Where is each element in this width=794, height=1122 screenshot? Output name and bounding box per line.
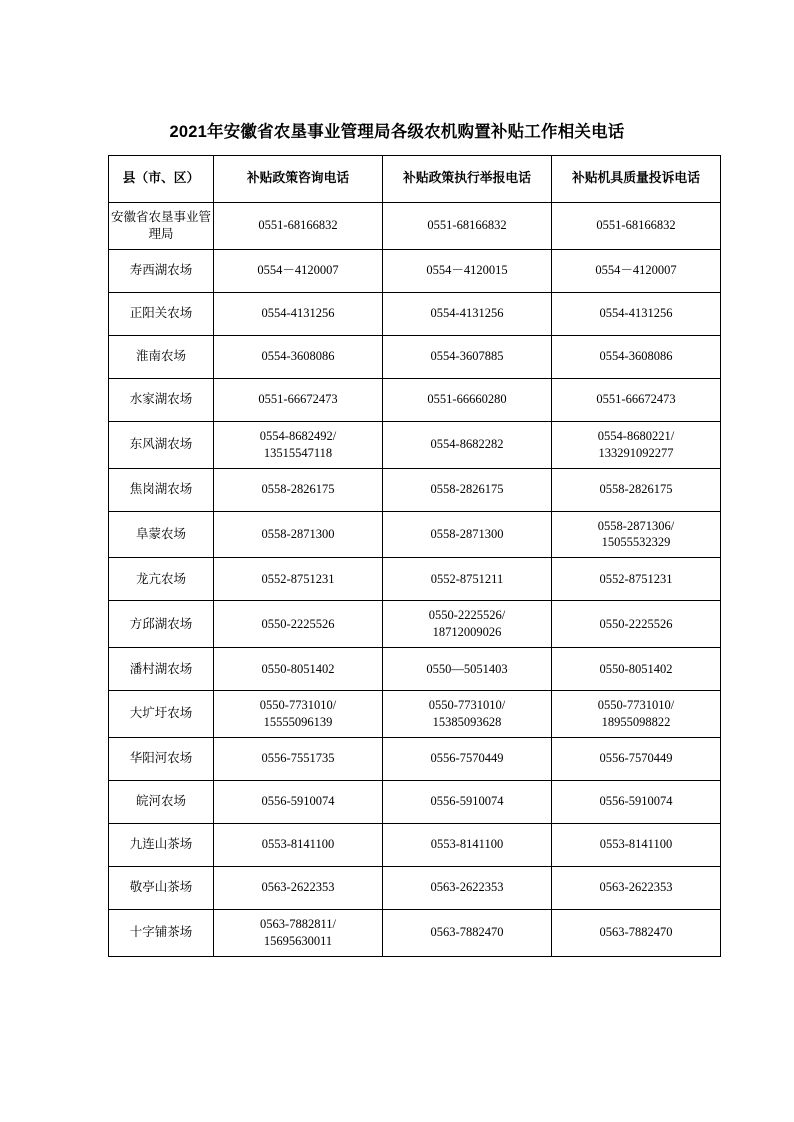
cell-consult-phone: 0558-2871300	[214, 511, 383, 558]
cell-consult-phone: 0554-4131256	[214, 292, 383, 335]
cell-report-phone: 0558-2826175	[383, 468, 552, 511]
cell-quality-phone: 0554-3608086	[552, 335, 721, 378]
table-header-row	[109, 156, 721, 203]
cell-report-phone: 0550-7731010/ 15385093628	[383, 691, 552, 738]
cell-consult-phone: 0553-8141100	[214, 823, 383, 866]
cell-consult-phone: 0563-2622353	[214, 866, 383, 909]
table-row	[109, 601, 721, 648]
cell-quality-phone: 0553-8141100	[552, 823, 721, 866]
cell-consult-phone: 0550-8051402	[214, 648, 383, 691]
cell-region: 方邱湖农场	[109, 601, 214, 648]
cell-report-phone: 0558-2871300	[383, 511, 552, 558]
table-row	[109, 421, 721, 468]
cell-region: 水家湖农场	[109, 378, 214, 421]
table-row	[109, 249, 721, 292]
cell-quality-phone: 0550-8051402	[552, 648, 721, 691]
table-row	[109, 909, 721, 956]
column-header-quality: 补贴机具质量投诉电话	[552, 156, 721, 203]
table-row	[109, 378, 721, 421]
column-header-region: 县（市、区）	[109, 156, 214, 203]
column-header-report: 补贴政策执行举报电话	[383, 156, 552, 203]
cell-report-phone: 0554-4131256	[383, 292, 552, 335]
cell-region: 东风湖农场	[109, 421, 214, 468]
cell-region: 十字铺茶场	[109, 909, 214, 956]
table-row	[109, 558, 721, 601]
cell-region: 寿西湖农场	[109, 249, 214, 292]
cell-consult-phone: 0554－4120007	[214, 249, 383, 292]
cell-region: 安徽省农垦事业管理局	[109, 203, 214, 250]
table-body	[109, 203, 721, 957]
cell-quality-phone: 0550-7731010/ 18955098822	[552, 691, 721, 738]
cell-quality-phone: 0556-7570449	[552, 737, 721, 780]
cell-report-phone: 0551-68166832	[383, 203, 552, 250]
cell-region: 阜蒙农场	[109, 511, 214, 558]
cell-consult-phone: 0558-2826175	[214, 468, 383, 511]
cell-quality-phone: 0563-7882470	[552, 909, 721, 956]
cell-quality-phone: 0563-2622353	[552, 866, 721, 909]
cell-report-phone: 0552-8751211	[383, 558, 552, 601]
cell-consult-phone: 0554-8682492/ 13515547118	[214, 421, 383, 468]
cell-consult-phone: 0550-7731010/ 15555096139	[214, 691, 383, 738]
cell-region: 皖河农场	[109, 780, 214, 823]
table-header	[109, 156, 721, 203]
cell-report-phone: 0553-8141100	[383, 823, 552, 866]
cell-quality-phone: 0554-4131256	[552, 292, 721, 335]
column-header-consult: 补贴政策咨询电话	[214, 156, 383, 203]
cell-report-phone: 0550—5051403	[383, 648, 552, 691]
cell-region: 华阳河农场	[109, 737, 214, 780]
cell-quality-phone: 0552-8751231	[552, 558, 721, 601]
cell-region: 龙亢农场	[109, 558, 214, 601]
table-row	[109, 511, 721, 558]
cell-report-phone: 0556-5910074	[383, 780, 552, 823]
cell-region: 淮南农场	[109, 335, 214, 378]
cell-quality-phone: 0558-2826175	[552, 468, 721, 511]
cell-region: 大圹圩农场	[109, 691, 214, 738]
cell-quality-phone: 0554－4120007	[552, 249, 721, 292]
cell-quality-phone: 0556-5910074	[552, 780, 721, 823]
cell-region: 潘村湖农场	[109, 648, 214, 691]
table-row	[109, 468, 721, 511]
cell-quality-phone: 0550-2225526	[552, 601, 721, 648]
cell-consult-phone: 0556-7551735	[214, 737, 383, 780]
table-row	[109, 823, 721, 866]
table-row	[109, 292, 721, 335]
cell-quality-phone: 0554-8680221/ 133291092277	[552, 421, 721, 468]
cell-report-phone: 0563-7882470	[383, 909, 552, 956]
cell-consult-phone: 0556-5910074	[214, 780, 383, 823]
cell-report-phone: 0554-3607885	[383, 335, 552, 378]
page-title: 2021年安徽省农垦事业管理局各级农机购置补贴工作相关电话	[169, 123, 625, 141]
cell-report-phone: 0550-2225526/ 18712009026	[383, 601, 552, 648]
cell-quality-phone: 0551-68166832	[552, 203, 721, 250]
table-row	[109, 866, 721, 909]
table-row	[109, 780, 721, 823]
cell-consult-phone: 0552-8751231	[214, 558, 383, 601]
phone-table	[108, 155, 721, 957]
table-row	[109, 335, 721, 378]
table-row	[109, 203, 721, 250]
phone-table-container	[108, 155, 720, 957]
cell-report-phone: 0554-8682282	[383, 421, 552, 468]
cell-quality-phone: 0551-66672473	[552, 378, 721, 421]
cell-report-phone: 0563-2622353	[383, 866, 552, 909]
cell-report-phone: 0556-7570449	[383, 737, 552, 780]
cell-region: 敬亭山茶场	[109, 866, 214, 909]
cell-report-phone: 0554－4120015	[383, 249, 552, 292]
cell-quality-phone: 0558-2871306/ 15055532329	[552, 511, 721, 558]
cell-report-phone: 0551-66660280	[383, 378, 552, 421]
cell-consult-phone: 0554-3608086	[214, 335, 383, 378]
cell-consult-phone: 0551-68166832	[214, 203, 383, 250]
cell-consult-phone: 0551-66672473	[214, 378, 383, 421]
table-row	[109, 691, 721, 738]
cell-region: 九连山茶场	[109, 823, 214, 866]
cell-region: 正阳关农场	[109, 292, 214, 335]
table-row	[109, 737, 721, 780]
table-row	[109, 648, 721, 691]
cell-consult-phone: 0563-7882811/ 15695630011	[214, 909, 383, 956]
cell-consult-phone: 0550-2225526	[214, 601, 383, 648]
cell-region: 焦岗湖农场	[109, 468, 214, 511]
